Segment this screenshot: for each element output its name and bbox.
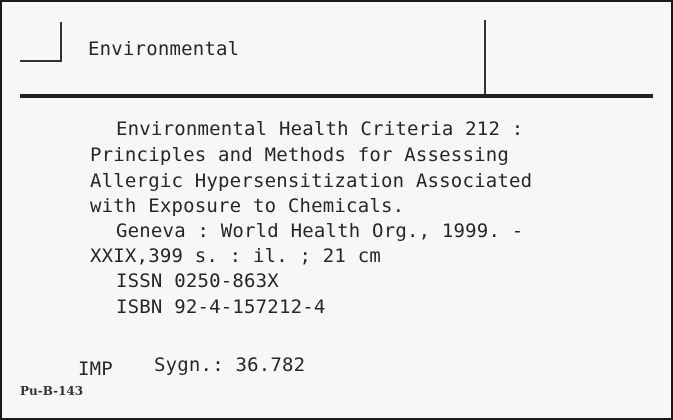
vertical-divider bbox=[484, 20, 486, 96]
horizontal-rule bbox=[20, 94, 653, 98]
title-line-2: Principles and Methods for Assessing bbox=[90, 144, 510, 166]
title-line-1: Environmental Health Criteria 212 : bbox=[116, 118, 524, 140]
heading-corner-box bbox=[20, 22, 62, 62]
title-line-4: with Exposure to Chemicals. bbox=[90, 195, 405, 217]
issn-line: ISSN 0250-863X bbox=[116, 270, 279, 292]
isbn-line: ISBN 92-4-157212-4 bbox=[116, 296, 326, 318]
call-number: Sygn.: 36.782 bbox=[154, 354, 306, 376]
subject-heading: Environmental bbox=[88, 38, 240, 60]
publication-line-1: Geneva : World Health Org., 1999. - bbox=[116, 220, 524, 242]
imp-prefix: IMP bbox=[78, 358, 113, 380]
publication-line-2: XXIX,399 s. : il. ; 21 cm bbox=[90, 245, 381, 267]
catalog-code: Pu-B-143 bbox=[20, 384, 84, 398]
title-line-3: Allergic Hypersensitization Associated bbox=[90, 170, 533, 192]
